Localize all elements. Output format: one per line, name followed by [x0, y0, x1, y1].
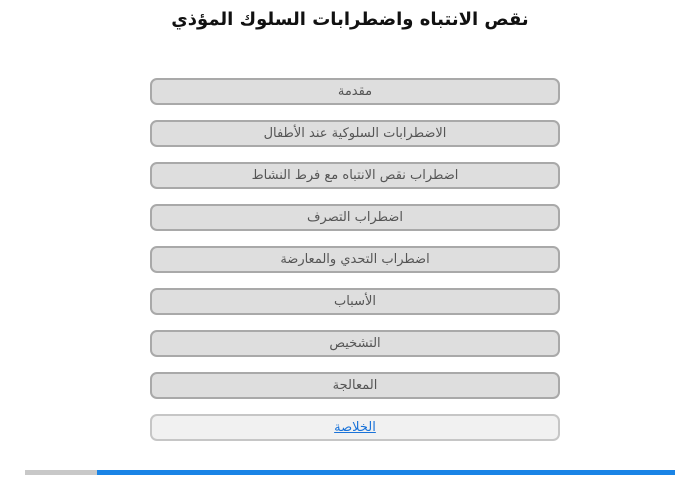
menu-item-label: المعالجة — [332, 378, 378, 393]
menu-item-label: اضطراب التصرف — [307, 210, 403, 225]
menu-item-summary[interactable] — [150, 414, 560, 441]
menu-item-label: الاضطرابات السلوكية عند الأطفال — [263, 126, 447, 141]
menu-item-label: اضطراب نقص الانتباه مع فرط النشاط — [251, 168, 459, 183]
menu-item-label: اضطراب التحدي والمعارضة — [280, 252, 430, 267]
menu-item-adhd[interactable] — [150, 162, 560, 189]
menu-item-introduction[interactable] — [150, 78, 560, 105]
menu-item-conduct-disorder[interactable] — [150, 204, 560, 231]
page-title: نقص الانتباه واضطرابات السلوك المؤذي — [171, 9, 529, 30]
progress-bar — [25, 470, 675, 475]
menu-item-oppositional-defiant-disorder[interactable] — [150, 246, 560, 273]
progress-bar-fill — [97, 470, 676, 475]
menu-item-label: الخلاصة — [334, 420, 376, 435]
menu-item-label: مقدمة — [337, 84, 373, 99]
menu-item-behavioral-disorders-children[interactable] — [150, 120, 560, 147]
menu-item-causes[interactable] — [150, 288, 560, 315]
menu-item-treatment[interactable] — [150, 372, 560, 399]
menu-item-diagnosis[interactable] — [150, 330, 560, 357]
menu-item-label: التشخيص — [329, 336, 381, 351]
topic-menu — [150, 78, 560, 456]
menu-item-label: الأسباب — [333, 294, 377, 309]
